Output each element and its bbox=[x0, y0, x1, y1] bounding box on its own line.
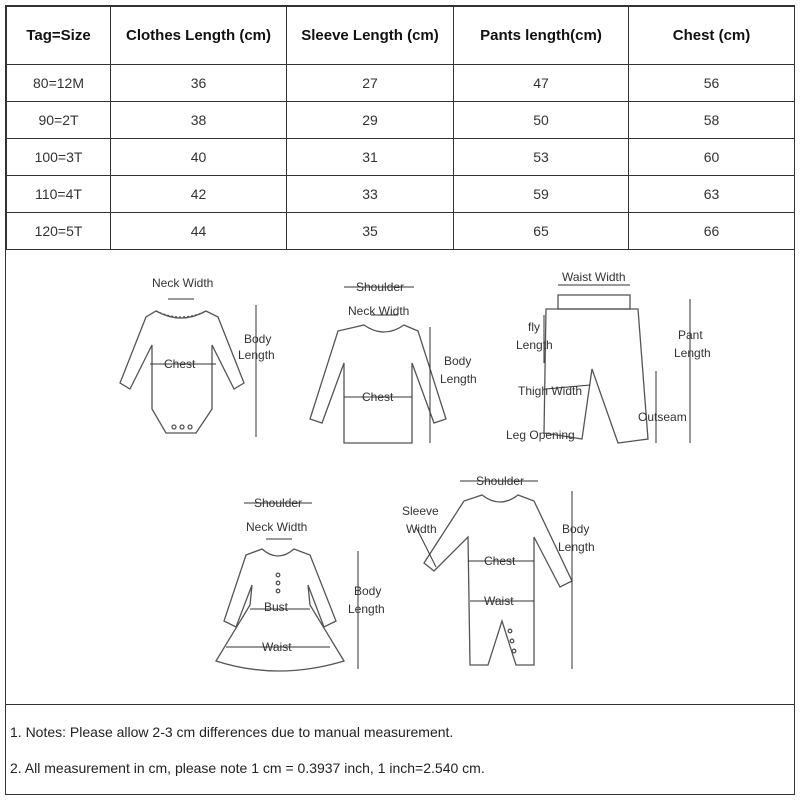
bodysuit-snap bbox=[180, 425, 184, 429]
dress-button bbox=[276, 581, 280, 585]
table-header-row bbox=[7, 7, 795, 65]
bodysuit-neck-width-label: Neck Width bbox=[152, 276, 214, 290]
dress-neck-width-label: Neck Width bbox=[246, 520, 308, 534]
cell-clothes-length: 36 bbox=[111, 65, 287, 102]
header-pants-length: Pants length(cm) bbox=[454, 7, 629, 65]
measurement-diagram bbox=[6, 259, 794, 705]
cell-sleeve-length: 27 bbox=[287, 65, 454, 102]
pants-figure bbox=[506, 270, 711, 443]
note-2: 2. All measurement in cm, please note 1 cm = 0.3937 inch, 1 inch=2.540 cm. bbox=[10, 760, 485, 776]
pants-outseam-label: Outseam bbox=[638, 410, 687, 424]
pants-leg-opening-label: Leg Opening bbox=[506, 428, 575, 442]
table-row bbox=[7, 176, 795, 213]
pants-pant-label: Pant bbox=[678, 328, 703, 342]
romper-snap bbox=[508, 629, 512, 633]
cell-pants-length: 50 bbox=[454, 102, 629, 139]
pants-outline bbox=[544, 309, 648, 443]
cell-clothes-length: 38 bbox=[111, 102, 287, 139]
dress-length-label: Length bbox=[348, 602, 385, 616]
dress-body-label: Body bbox=[354, 584, 382, 598]
pants-fly-length-label: Length bbox=[516, 338, 553, 352]
pants-fly-label: fly bbox=[528, 320, 540, 334]
shirt-shoulder-label: Shoulder bbox=[356, 280, 405, 294]
romper-length-label: Length bbox=[558, 540, 595, 554]
dress-button bbox=[276, 573, 280, 577]
dress-waist-label: Waist bbox=[262, 640, 292, 654]
cell-size: 120=5T bbox=[7, 213, 111, 250]
dress-figure bbox=[216, 496, 385, 671]
cell-pants-length: 47 bbox=[454, 65, 629, 102]
measurement-diagram-svg bbox=[6, 259, 794, 704]
cell-chest: 60 bbox=[629, 139, 795, 176]
cell-chest: 63 bbox=[629, 176, 795, 213]
dress-bust-label: Bust bbox=[264, 600, 289, 614]
header-clothes-length: Clothes Length (cm) bbox=[111, 7, 287, 65]
size-chart-sheet bbox=[5, 5, 795, 795]
cell-pants-length: 53 bbox=[454, 139, 629, 176]
cell-pants-length: 65 bbox=[454, 213, 629, 250]
shirt-figure bbox=[310, 280, 477, 443]
romper-body-label: Body bbox=[562, 522, 590, 536]
table-row bbox=[7, 102, 795, 139]
shirt-neck-width-label: Neck Width bbox=[348, 304, 410, 318]
cell-size: 90=2T bbox=[7, 102, 111, 139]
romper-outline bbox=[424, 495, 572, 665]
cell-pants-length: 59 bbox=[454, 176, 629, 213]
size-table bbox=[6, 6, 795, 250]
pants-waist-width-label: Waist Width bbox=[562, 270, 626, 284]
cell-chest: 66 bbox=[629, 213, 795, 250]
cell-size: 80=12M bbox=[7, 65, 111, 102]
header-chest: Chest (cm) bbox=[629, 7, 795, 65]
shirt-body-label: Body bbox=[444, 354, 472, 368]
romper-width-label: Width bbox=[406, 522, 437, 536]
shirt-chest-label: Chest bbox=[362, 390, 394, 404]
dress-button bbox=[276, 589, 280, 593]
cell-size: 100=3T bbox=[7, 139, 111, 176]
note-1: 1. Notes: Please allow 2-3 cm differences due to manual measurement. bbox=[10, 724, 454, 740]
cell-sleeve-length: 33 bbox=[287, 176, 454, 213]
cell-clothes-length: 44 bbox=[111, 213, 287, 250]
cell-clothes-length: 40 bbox=[111, 139, 287, 176]
romper-chest-label: Chest bbox=[484, 554, 516, 568]
cell-sleeve-length: 31 bbox=[287, 139, 454, 176]
bodysuit-length-label: Length bbox=[238, 348, 275, 362]
romper-waist-label: Waist bbox=[484, 594, 514, 608]
cell-size: 110=4T bbox=[7, 176, 111, 213]
table-row bbox=[7, 65, 795, 102]
cell-sleeve-length: 35 bbox=[287, 213, 454, 250]
shirt-length-label: Length bbox=[440, 372, 477, 386]
header-tag-size: Tag=Size bbox=[7, 7, 111, 65]
pants-thigh-width-label: Thigh Width bbox=[518, 384, 583, 398]
bodysuit-snap bbox=[188, 425, 192, 429]
bodysuit-chest-label: Chest bbox=[164, 357, 196, 371]
romper-snap bbox=[510, 639, 514, 643]
romper-shoulder-label: Shoulder bbox=[476, 474, 525, 488]
shirt-outline bbox=[310, 325, 446, 443]
pants-waistband bbox=[558, 295, 630, 309]
cell-chest: 58 bbox=[629, 102, 795, 139]
romper-snap bbox=[512, 649, 516, 653]
table-row bbox=[7, 213, 795, 250]
cell-sleeve-length: 29 bbox=[287, 102, 454, 139]
bodysuit-figure bbox=[120, 276, 275, 437]
romper-figure bbox=[402, 474, 595, 669]
cell-clothes-length: 42 bbox=[111, 176, 287, 213]
table-row bbox=[7, 139, 795, 176]
bodysuit-outline bbox=[120, 311, 244, 433]
bodysuit-snap bbox=[172, 425, 176, 429]
cell-chest: 56 bbox=[629, 65, 795, 102]
pants-pant-length-label: Length bbox=[674, 346, 711, 360]
romper-sleeve-label: Sleeve bbox=[402, 504, 439, 518]
bodysuit-body-label: Body bbox=[244, 332, 272, 346]
header-sleeve-length: Sleeve Length (cm) bbox=[287, 7, 454, 65]
dress-shoulder-label: Shoulder bbox=[254, 496, 303, 510]
